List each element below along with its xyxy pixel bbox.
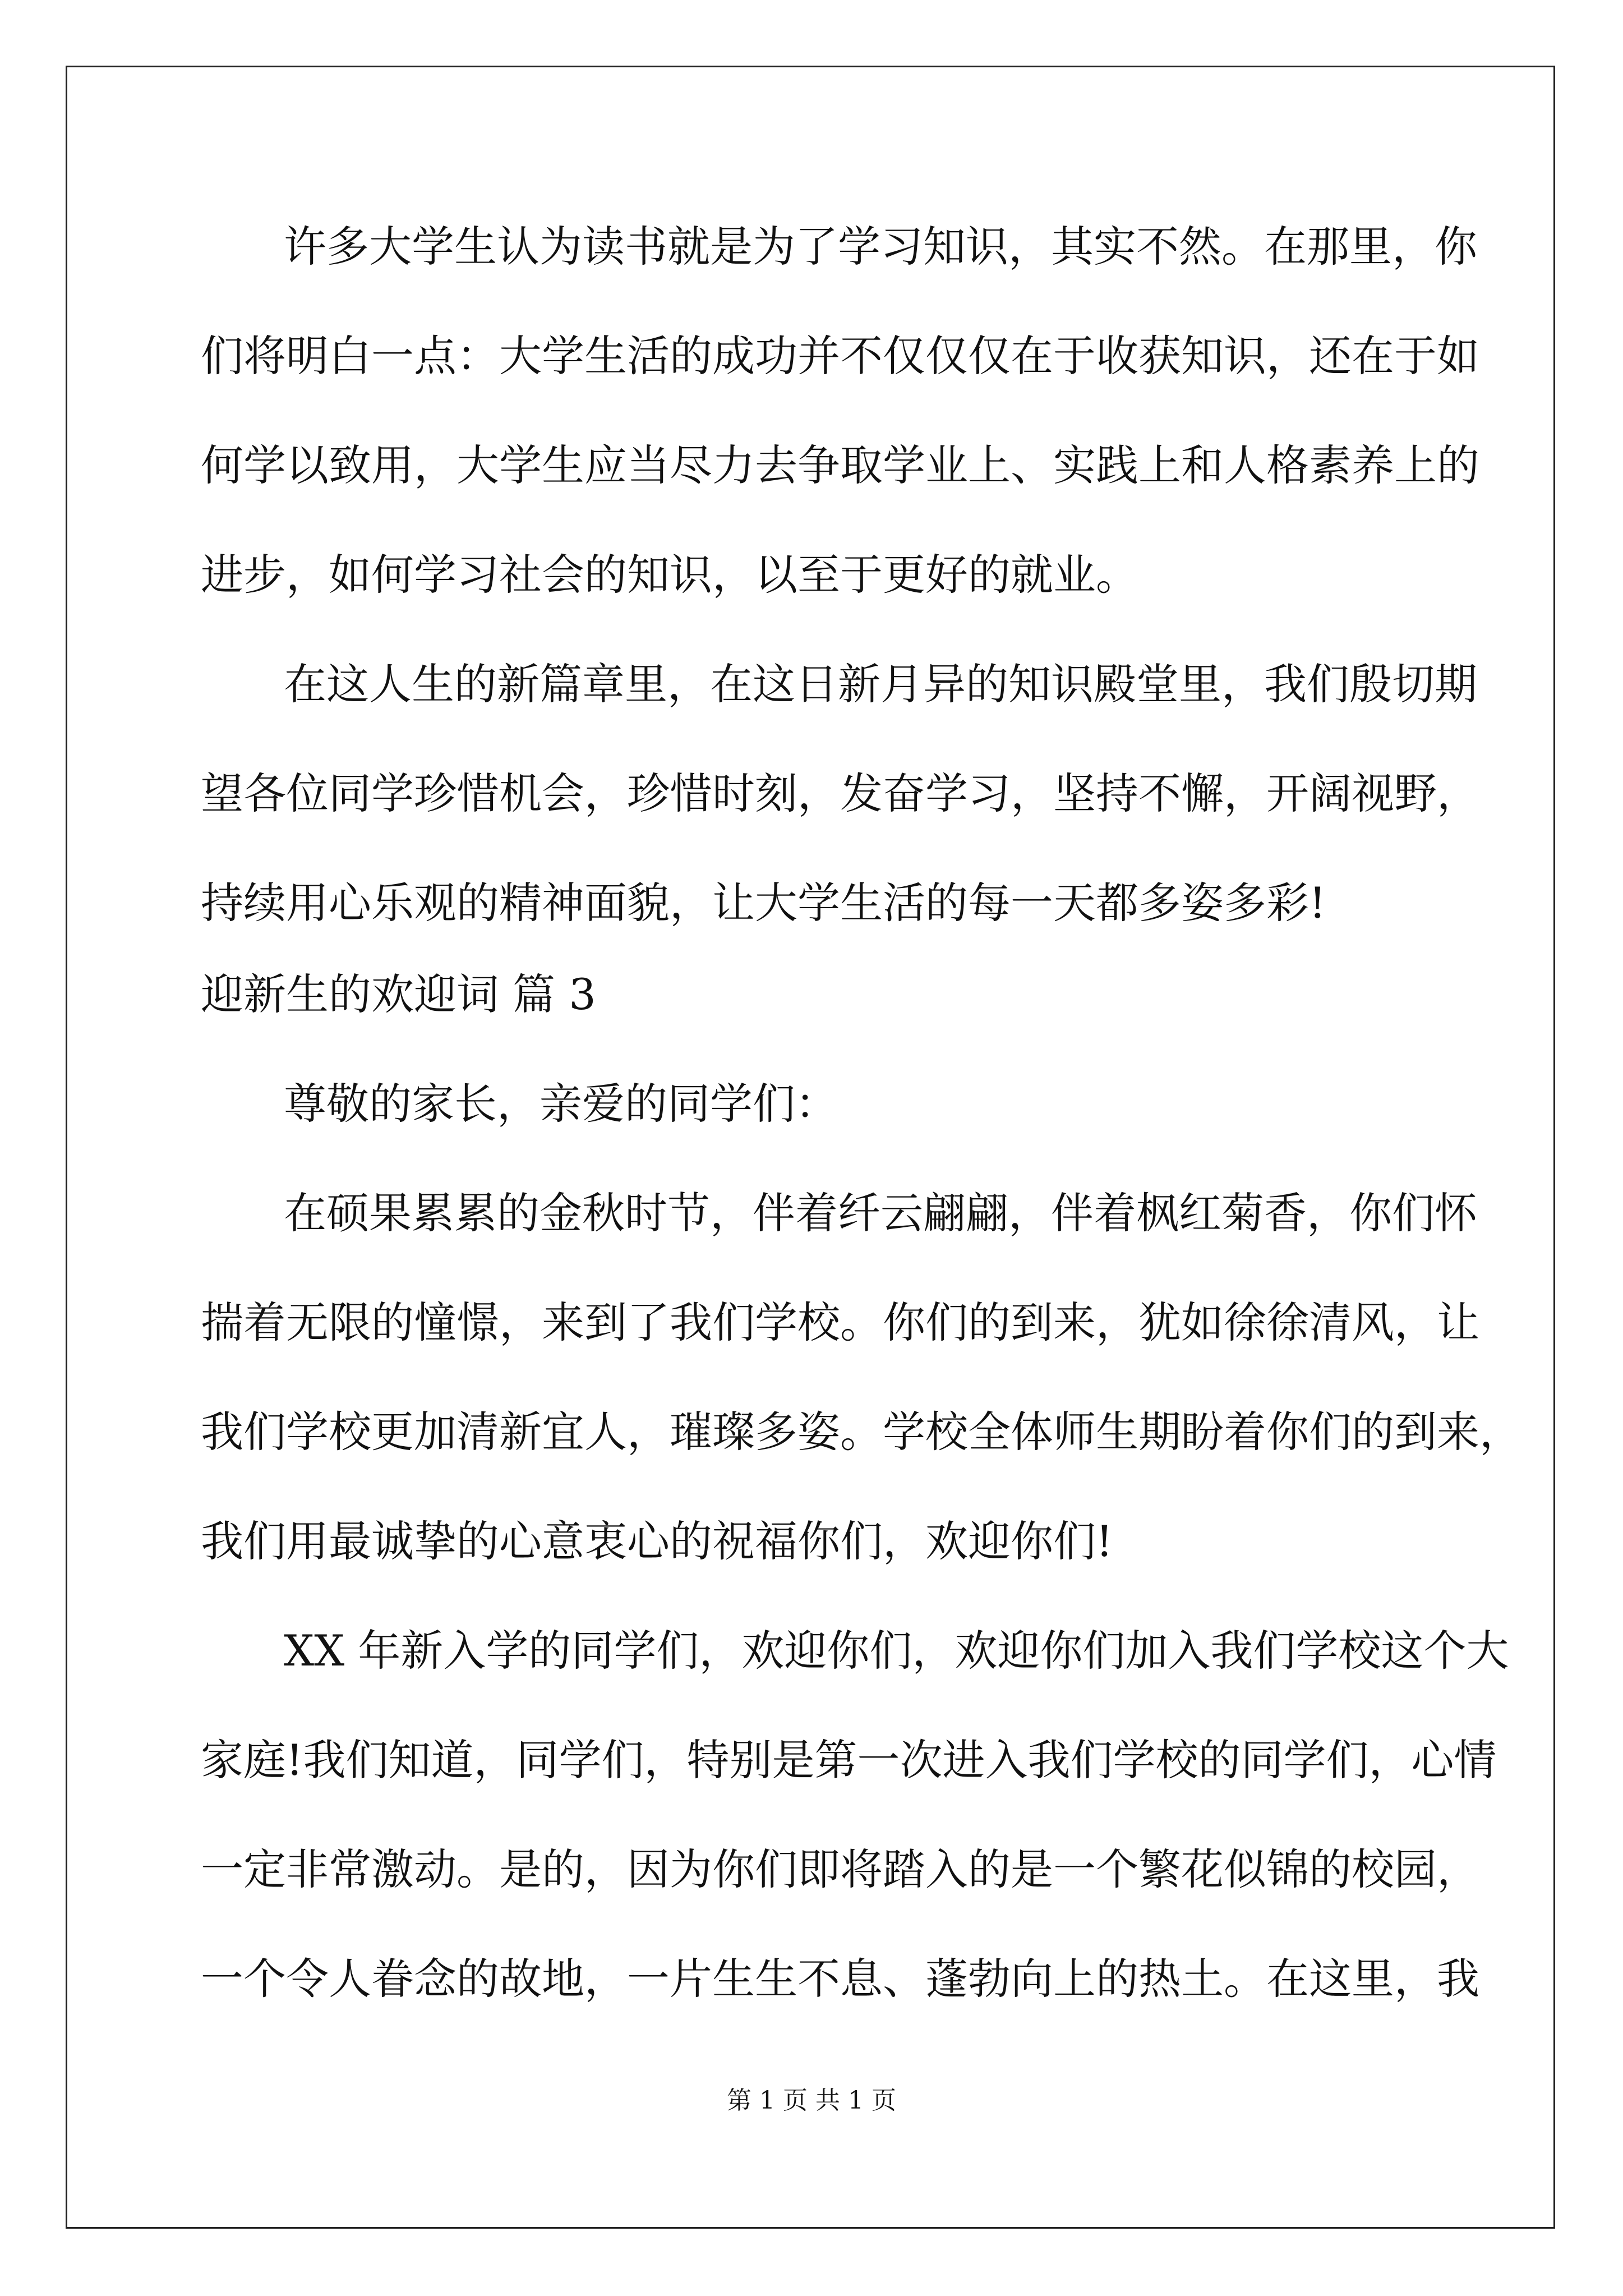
- paragraph-2-line-3: 持续用心乐观的精神面貌，让大学生活的每一天都多姿多彩!: [201, 878, 1326, 928]
- paragraph-1-line-3: 何学以致用，大学生应当尽力去争取学业上、实践上和人格素养上的: [201, 440, 1479, 490]
- paragraph-4-line-4: 一个令人眷念的故地，一片生生不息、蓬勃向上的热土。在这里，我: [201, 1954, 1479, 2004]
- paragraph-3-line-1: 在硕果累累的金秋时节，伴着纤云翩翩，伴着枫红菊香，你们怀: [284, 1188, 1477, 1238]
- paragraph-2-line-1: 在这人生的新篇章里，在这日新月异的知识殿堂里，我们殷切期: [284, 659, 1477, 709]
- paragraph-3-line-2: 揣着无限的憧憬，来到了我们学校。你们的到来，犹如徐徐清风，让: [201, 1297, 1479, 1347]
- paragraph-3-line-3: 我们学校更加清新宜人，璀璨多姿。学校全体师生期盼着你们的到来，: [201, 1407, 1522, 1457]
- page-border: [66, 66, 1555, 2229]
- section-heading: 迎新生的欢迎词 篇 3: [201, 969, 596, 1019]
- paragraph-4-line-3: 一定非常激动。是的，因为你们即将踏入的是一个繁花似锦的校园，: [201, 1844, 1479, 1894]
- paragraph-4-line-2: 家庭!我们知道，同学们，特别是第一次进入我们学校的同学们，心情: [201, 1735, 1497, 1785]
- paragraph-3-line-4: 我们用最诚挚的心意衷心的祝福你们，欢迎你们!: [201, 1516, 1113, 1566]
- paragraph-1-line-1: 许多大学生认为读书就是为了学习知识，其实不然。在那里，你: [284, 222, 1477, 272]
- page-footer: 第 1 页 共 1 页: [727, 2086, 896, 2115]
- paragraph-1-line-4: 进步，如何学习社会的知识，以至于更好的就业。: [201, 550, 1138, 600]
- paragraph-1-line-2: 们将明白一点：大学生活的成功并不仅仅仅在于收获知识，还在于如: [201, 331, 1479, 381]
- paragraph-4-line-1: XX 年新入学的同学们，欢迎你们，欢迎你们加入我们学校这个大: [284, 1626, 1509, 1676]
- paragraph-2-line-2: 望各位同学珍惜机会，珍惜时刻，发奋学习，坚持不懈，开阔视野，: [201, 769, 1479, 818]
- salutation: 尊敬的家长，亲爱的同学们：: [284, 1079, 838, 1129]
